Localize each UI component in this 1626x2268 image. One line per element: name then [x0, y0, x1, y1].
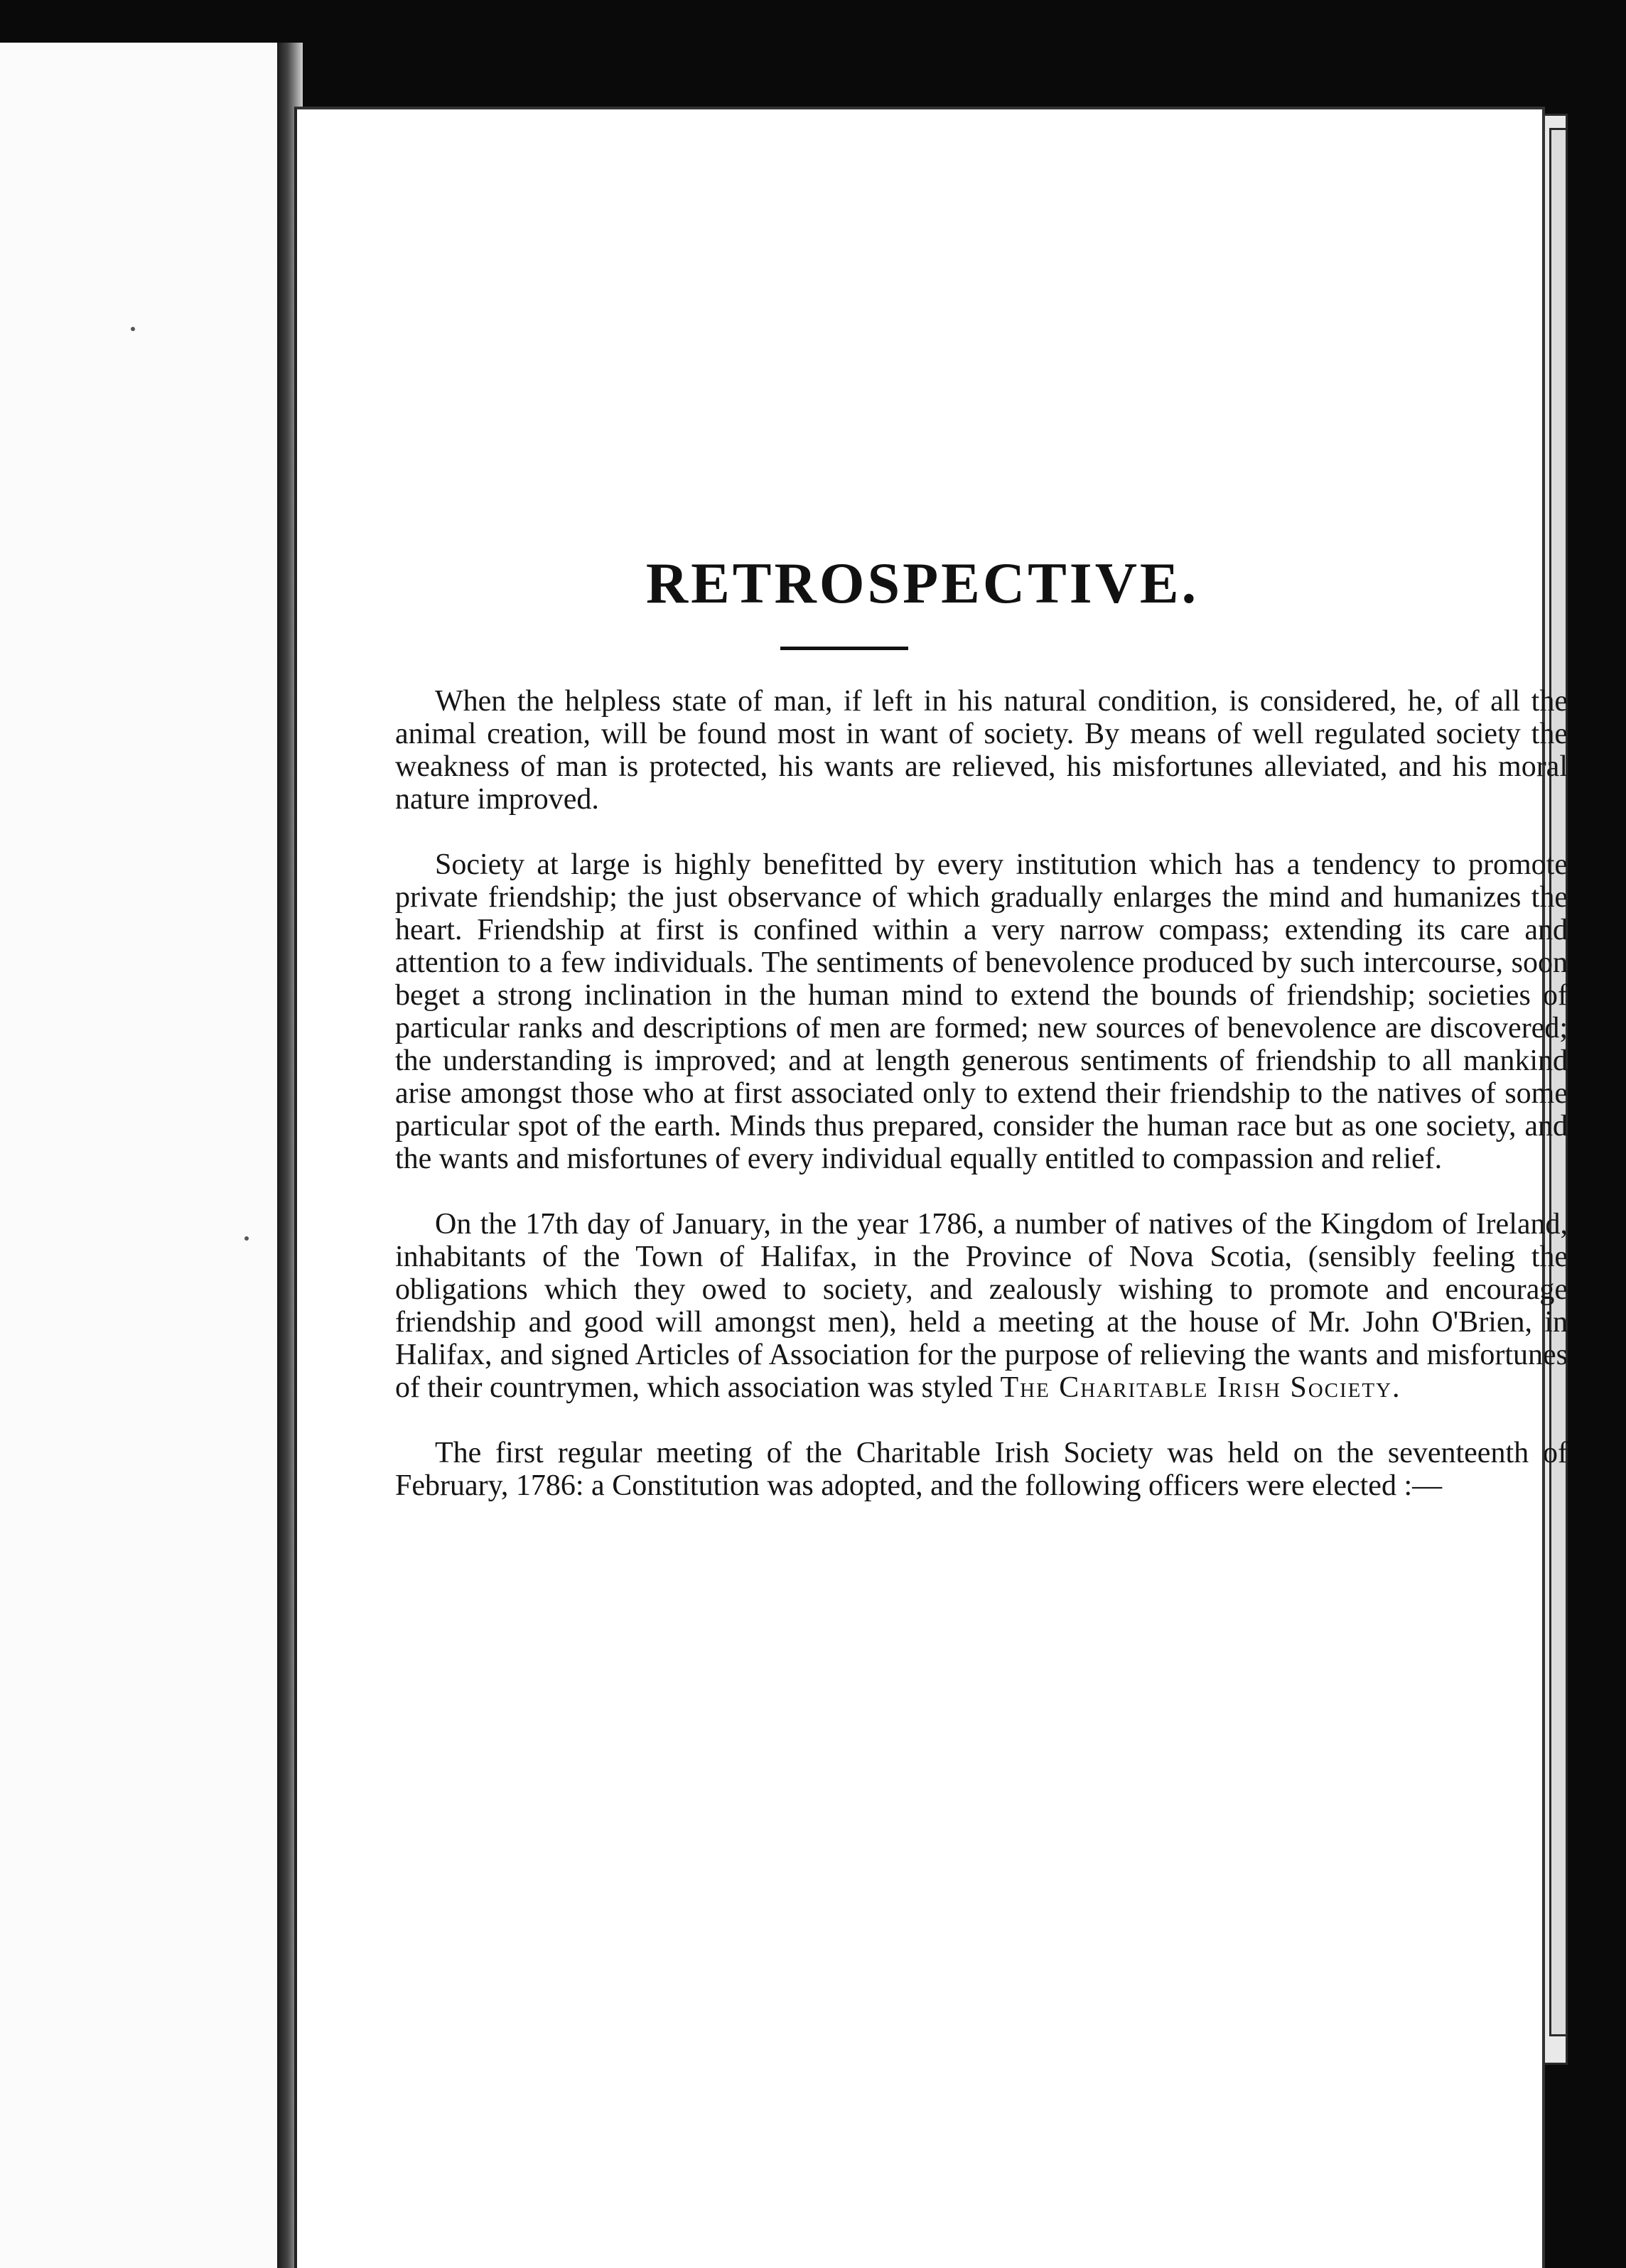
document-page: [294, 107, 1568, 2268]
society-name: The Charitable Irish Society.: [1000, 1371, 1401, 1404]
paragraph-1: [395, 685, 1568, 816]
paragraph-text: The first regular meeting of the Charitable Irish Society was held on the seventeenth of February, 1786: a Constitution was adopted, and the following officers were elected :—: [395, 1437, 1568, 1502]
body-text: [395, 685, 1568, 1535]
page-speck: [244, 1236, 249, 1241]
left-page: [0, 43, 281, 2268]
paragraph-4: [395, 1437, 1568, 1502]
paragraph-3: [395, 1208, 1568, 1404]
page-title: RETROSPECTIVE.: [645, 551, 1200, 615]
paragraph-text: On the 17th day of January, in the year 1786, a number of natives of the Kingdom of Ireland, inhabitants of the Town of Halifax, in the Province of Nova Scotia, (sensibly feeling the obligations which they owed to society, and zealously wishing to promote and encourage friendship and good will amongst men), held a meeting at the house of Mr. John O'Brien, in Halifax, and signed Articles of Association for the purpose of relieving the wants and misfortunes of their countrymen, which association was styled: [395, 1208, 1568, 1404]
paragraph-text: When the helpless state of man, if left in his natural condition, is considered, he, of all the animal creation, will be found most in want of society. By means of well regulated society the weakness of man is protected, his wants are relieved, his misfortunes alleviated, and his moral nature improved.: [395, 685, 1568, 816]
page-speck: [131, 327, 135, 331]
title-rule: [780, 647, 908, 650]
paragraph-2: [395, 848, 1568, 1175]
paragraph-text: Society at large is highly benefitted by every institution which has a tendency to promote private friendship; the just observance of which gradually enlarges the mind and humanizes the heart. Friendship at first is confined within a very narrow compass; extending its care and attention to a few individuals. The sentiments of benevolence produced by such intercourse, soon beget a strong inclination in the human mind to extend the bounds of friendship; societies of particular ranks and descriptions of men are formed; new sources of benevolence are discovered; the understanding is improved; and at length generous sentiments of friendship to all mankind arise amongst those who at first associated only to extend their friendship to the natives of some particular spot of the earth. Minds thus prepared, consider the human race but as one society, and the wants and misfortunes of every individual equally entitled to compassion and relief.: [395, 848, 1568, 1175]
